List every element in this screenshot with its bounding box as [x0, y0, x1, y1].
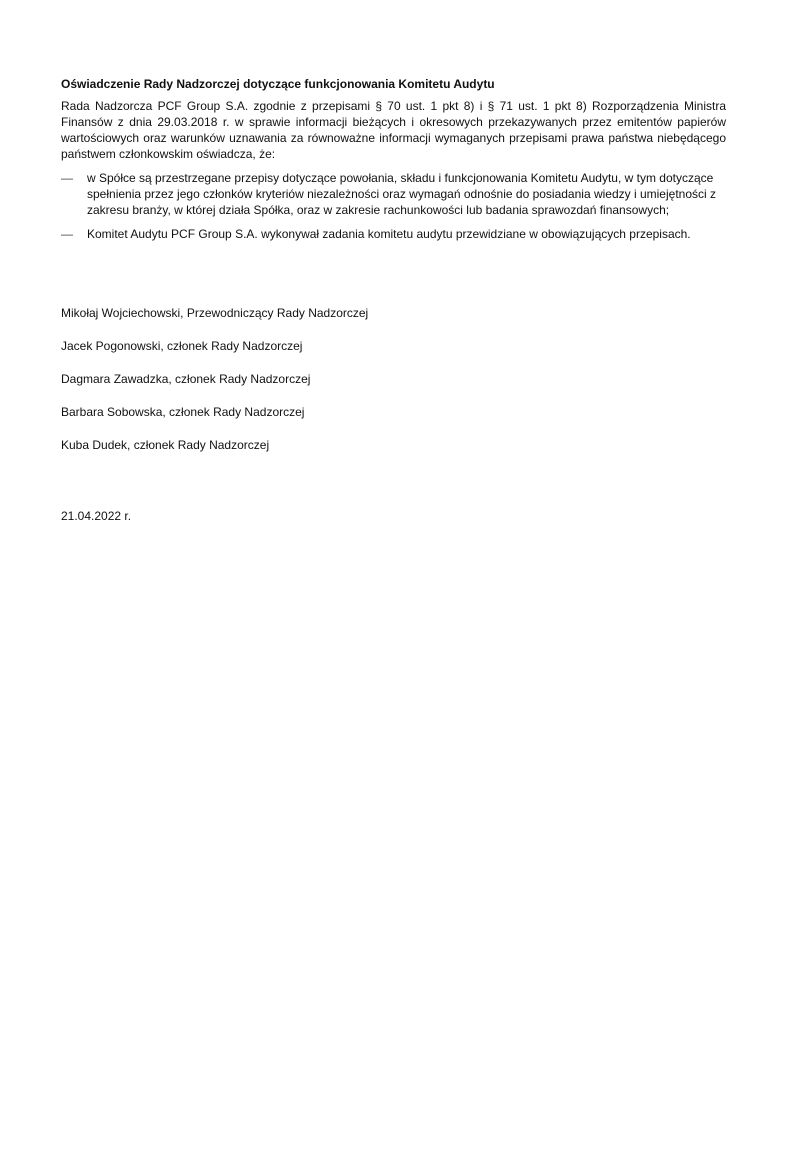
signature-member: Dagmara Zawadzka, członek Rady Nadzorczej	[61, 372, 311, 386]
dash-bullet-icon: —	[61, 171, 73, 185]
list-item	[61, 170, 726, 218]
statement-body	[61, 76, 726, 250]
dash-bullet-icon: —	[61, 227, 73, 241]
signature-block	[61, 305, 661, 470]
list-item-text: Komitet Audytu PCF Group S.A. wykonywał zadania komitetu audytu przewidziane w obowiązujących przepisach.	[87, 227, 691, 241]
signature-member: Barbara Sobowska, członek Rady Nadzorczej	[61, 405, 305, 419]
signature-member: Jacek Pogonowski, członek Rady Nadzorczej	[61, 339, 303, 353]
document-title: Oświadczenie Rady Nadzorczej dotyczące funkcjonowania Komitetu Audytu	[61, 77, 495, 91]
statement-list	[61, 170, 726, 242]
list-item-text: w Spółce są przestrzegane przepisy dotyczące powołania, składu i funkcjonowania Komitetu Audytu, w tym dotyczące spełnienia przez jego członków kryteriów niezależności oraz wymagań odnośnie do posiadania wiedzy i umiejętności z zakresu branży, w której działa Spółka, oraz w zakresie rachunkowości lub badania sprawozdań finansowych;	[87, 171, 716, 217]
signature-member: Kuba Dudek, członek Rady Nadzorczej	[61, 438, 270, 452]
intro-paragraph: Rada Nadzorcza PCF Group S.A. zgodnie z przepisami § 70 ust. 1 pkt 8) i § 71 ust. 1 pkt 8) Rozporządzenia Ministra Finansów z dnia 29.03.2018 r. w sprawie informacji bieżących i okresowych przekazywanych przez emitentów papierów wartościowych oraz warunków uznawania za równoważne informacji wymaganych przepisami prawa państwa niebędącego państwem członkowskim oświadcza, że:	[61, 99, 726, 161]
document-date: 21.04.2022 r.	[61, 509, 132, 523]
signature-chairman: Mikołaj Wojciechowski, Przewodniczący Rady Nadzorczej	[61, 306, 369, 320]
list-item	[61, 226, 726, 242]
